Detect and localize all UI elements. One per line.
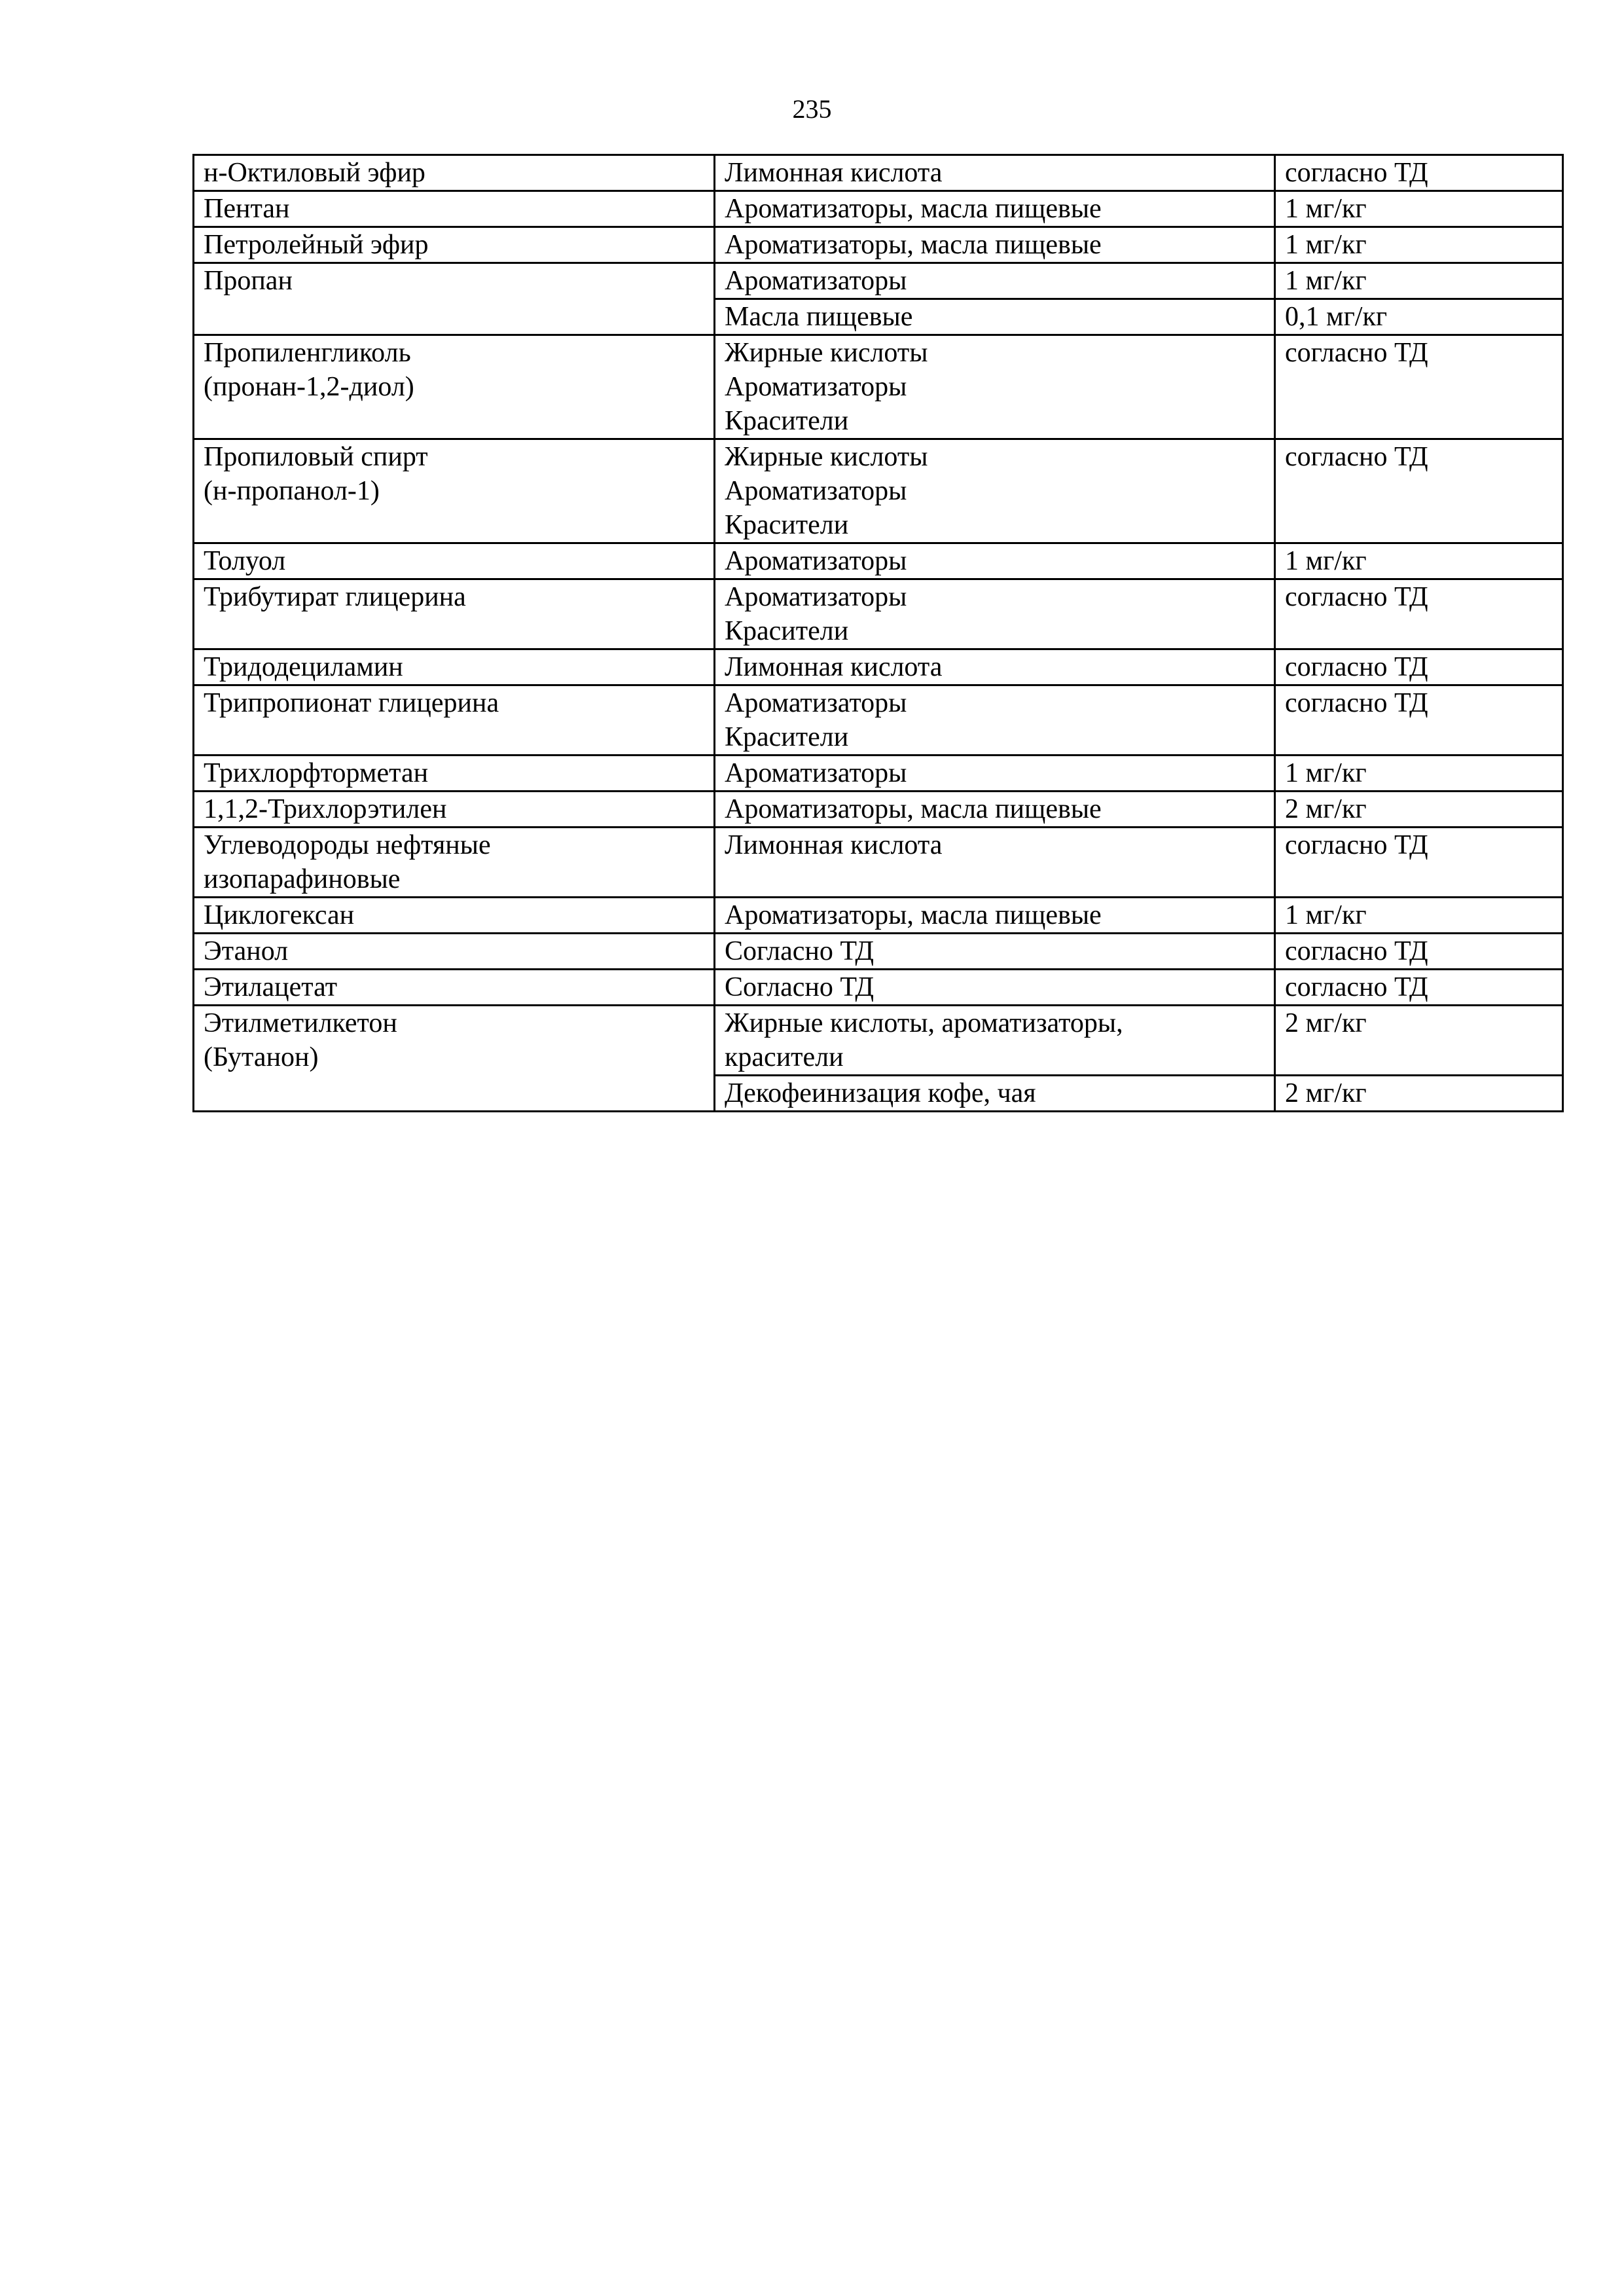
table-row: [194, 155, 1563, 191]
table-row: [194, 191, 1563, 227]
table-row: [194, 828, 1563, 898]
table-row: [194, 934, 1563, 970]
substance-cell: Этилацетат: [194, 970, 715, 1006]
limit-cell: согласно ТД: [1275, 155, 1563, 191]
limit-cell: согласно ТД: [1275, 579, 1563, 649]
table-row: [194, 227, 1563, 263]
use-cell: Лимонная кислота: [715, 649, 1275, 685]
use-cell: Ароматизаторы: [715, 756, 1275, 792]
use-cell: Жирные кислоты Ароматизаторы Красители: [715, 439, 1275, 543]
substance-cell: Трипропионат глицерина: [194, 685, 715, 756]
substance-cell: Пропан: [194, 263, 715, 335]
limit-cell: согласно ТД: [1275, 439, 1563, 543]
substance-cell: Пентан: [194, 191, 715, 227]
use-cell: Ароматизаторы, масла пищевые: [715, 191, 1275, 227]
table-row: [194, 579, 1563, 649]
use-cell: Ароматизаторы: [715, 263, 1275, 299]
substance-cell: Петролейный эфир: [194, 227, 715, 263]
substance-cell: 1,1,2-Трихлорэтилен: [194, 792, 715, 828]
substance-cell: Пропиловый спирт (н-пропанол-1): [194, 439, 715, 543]
table-row: [194, 649, 1563, 685]
limit-cell: согласно ТД: [1275, 335, 1563, 439]
table-row: [194, 263, 1563, 299]
use-cell: Декофеинизация кофе, чая: [715, 1076, 1275, 1112]
substance-cell: Толуол: [194, 543, 715, 579]
table-body: [194, 155, 1563, 1112]
substance-cell: Тридодециламин: [194, 649, 715, 685]
use-cell: Масла пищевые: [715, 299, 1275, 335]
limit-cell: 1 мг/кг: [1275, 756, 1563, 792]
limit-cell: 2 мг/кг: [1275, 1006, 1563, 1076]
table-row: [194, 685, 1563, 756]
use-cell: Ароматизаторы Красители: [715, 579, 1275, 649]
use-cell: Жирные кислоты, ароматизаторы, красители: [715, 1006, 1275, 1076]
limit-cell: 0,1 мг/кг: [1275, 299, 1563, 335]
table-row: [194, 792, 1563, 828]
limit-cell: 1 мг/кг: [1275, 263, 1563, 299]
limit-cell: согласно ТД: [1275, 649, 1563, 685]
table-row: [194, 1006, 1563, 1076]
substance-cell: Циклогексан: [194, 898, 715, 934]
use-cell: Ароматизаторы Красители: [715, 685, 1275, 756]
substance-cell: н-Октиловый эфир: [194, 155, 715, 191]
use-cell: Лимонная кислота: [715, 828, 1275, 898]
use-cell: Лимонная кислота: [715, 155, 1275, 191]
table-row: [194, 970, 1563, 1006]
substance-cell: Этилметилкетон (Бутанон): [194, 1006, 715, 1112]
solvents-table: [192, 154, 1564, 1112]
table-row: [194, 335, 1563, 439]
table-row: [194, 756, 1563, 792]
substance-cell: Трибутират глицерина: [194, 579, 715, 649]
limit-cell: согласно ТД: [1275, 685, 1563, 756]
use-cell: Ароматизаторы, масла пищевые: [715, 792, 1275, 828]
use-cell: Ароматизаторы, масла пищевые: [715, 898, 1275, 934]
use-cell: Жирные кислоты Ароматизаторы Красители: [715, 335, 1275, 439]
limit-cell: 1 мг/кг: [1275, 543, 1563, 579]
use-cell: Ароматизаторы, масла пищевые: [715, 227, 1275, 263]
limit-cell: 1 мг/кг: [1275, 898, 1563, 934]
limit-cell: согласно ТД: [1275, 970, 1563, 1006]
page-number: 235: [792, 94, 832, 124]
limit-cell: 2 мг/кг: [1275, 1076, 1563, 1112]
use-cell: Согласно ТД: [715, 970, 1275, 1006]
table-row: [194, 439, 1563, 543]
limit-cell: 1 мг/кг: [1275, 191, 1563, 227]
substance-cell: Углеводороды нефтяные изопарафиновые: [194, 828, 715, 898]
substance-cell: Этанол: [194, 934, 715, 970]
limit-cell: согласно ТД: [1275, 828, 1563, 898]
limit-cell: 2 мг/кг: [1275, 792, 1563, 828]
limit-cell: согласно ТД: [1275, 934, 1563, 970]
table-row: [194, 898, 1563, 934]
use-cell: Ароматизаторы: [715, 543, 1275, 579]
substance-cell: Пропиленгликоль (пронан-1,2-диол): [194, 335, 715, 439]
table-row: [194, 543, 1563, 579]
use-cell: Согласно ТД: [715, 934, 1275, 970]
limit-cell: 1 мг/кг: [1275, 227, 1563, 263]
substance-cell: Трихлорфторметан: [194, 756, 715, 792]
